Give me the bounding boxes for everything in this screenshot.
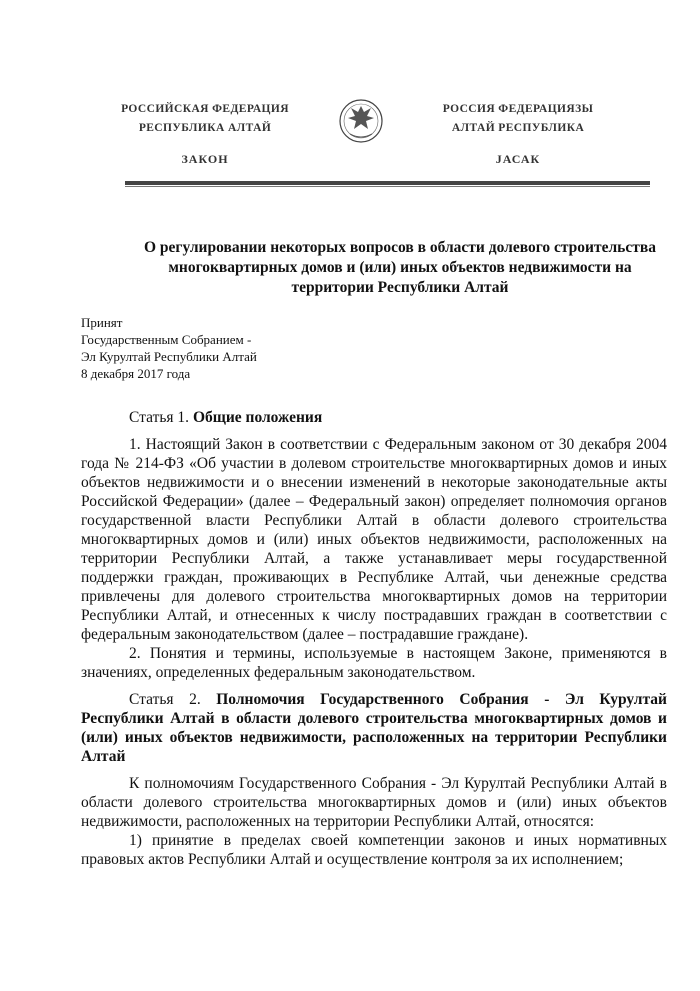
header-divider-thin xyxy=(125,186,650,187)
article1-title: Общие положения xyxy=(192,409,323,426)
article1-heading xyxy=(81,408,667,427)
adoption-line2: Государственным Собранием - xyxy=(81,332,252,347)
article2-prefix: Статья 2. xyxy=(129,691,217,708)
document-body xyxy=(81,408,667,869)
adoption-line1: Принят xyxy=(81,315,123,330)
adoption-date: 8 декабря 2017 года xyxy=(81,366,191,381)
header-right xyxy=(398,100,638,169)
article2-paragraph1: К полномочиям Государственного Собрания - Эл Курултай Республики Алтай в области долевого строительства многоквартирных домов и (или) иных объектов недвижимости, расположенных на территории Республики Алтай, относятся: xyxy=(81,775,667,830)
article2-heading xyxy=(81,690,667,766)
adoption-line3: Эл Курултай Республики Алтай xyxy=(81,349,257,364)
adoption-block xyxy=(81,314,257,382)
article1-paragraph1: 1. Настоящий Закон в соответствии с Федеральным законом от 30 декабря 2004 года № 214-ФЗ «Об участии в долевом строительстве многоквартирных домов и иных объектов недвижимости и о внесении изменений в некоторые законодательные акты Российской Федерации» (далее – Федеральный закон) определяет полномочия органов государственной власти Республики Алтай в области долевого строительства многоквартирных домов и (или) иных объектов недвижимости, расположенных на территории Республики Алтай, а также устанавливает меры государственной поддержки граждан, проживающих в Республике Алтай, чьи денежные средства привлечены для долевого строительства многоквартирных домов на территории Республики Алтай, и отнесенных к числу пострадавших граждан в соответствии с федеральным законодательством (далее – пострадавшие граждане). xyxy=(81,436,667,643)
coat-of-arms-emblem xyxy=(338,96,384,148)
header-left-line2: РЕСПУБЛИКА АЛТАЙ xyxy=(138,122,272,134)
article2-item1: 1) принятие в пределах своей компетенции законов и иных нормативных правовых актов Республики Алтай и осуществление контроля за их исполнением; xyxy=(81,832,667,868)
header-left xyxy=(85,100,325,169)
header-divider-thick xyxy=(125,181,650,185)
article2-title: Полномочия Государственного Собрания - Эл Курултай Республики Алтай в области долевого строительства многоквартирных домов и (или) иных объектов недвижимости, расположенных на территории Республики Алтай xyxy=(81,691,667,765)
article1-prefix: Статья 1. xyxy=(129,409,193,426)
law-title: О регулировании некоторых вопросов в области долевого строительства многоквартирных домов и (или) иных объектов недвижимости на территории Республики Алтай xyxy=(144,239,656,296)
article1-paragraph2: 2. Понятия и термины, используемые в настоящем Законе, применяются в значениях, определенных федеральным законодательством. xyxy=(81,645,667,681)
header-right-word: JАСАК xyxy=(495,152,541,166)
header-left-word: ЗАКОН xyxy=(181,152,229,166)
header-right-line1: РОССИЯ ФЕДЕРАЦИЯЗЫ xyxy=(442,103,594,115)
header-left-line1: РОССИЙСКАЯ ФЕДЕРАЦИЯ xyxy=(121,103,289,115)
header-right-line2: АЛТАЙ РЕСПУБЛИКА xyxy=(451,122,585,134)
